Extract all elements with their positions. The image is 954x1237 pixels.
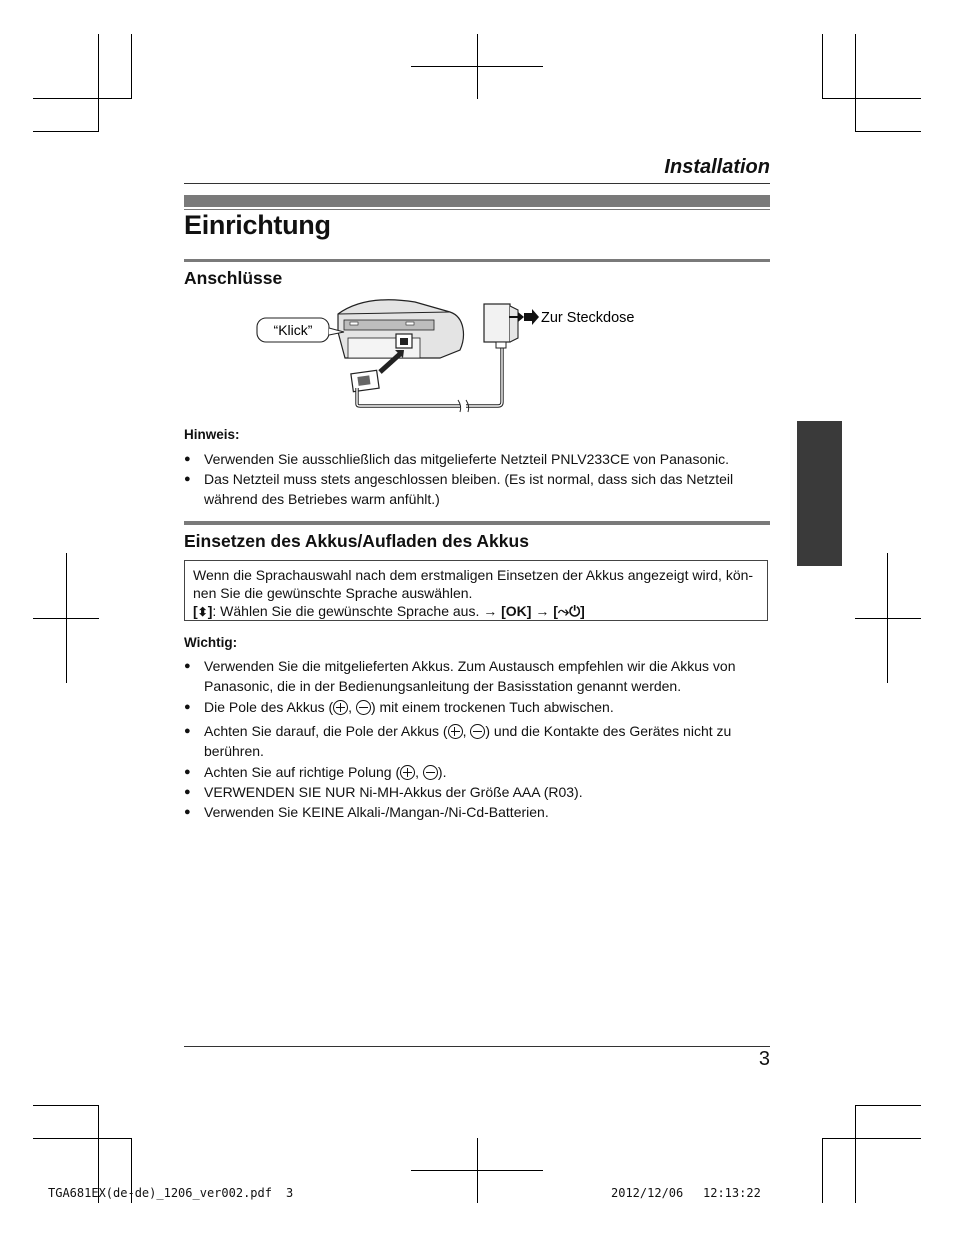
battery-heading: Einsetzen des Akkus/Aufladen des Akkus bbox=[184, 531, 529, 551]
footer-file-page: 3 bbox=[286, 1186, 294, 1200]
base-unit-drawing bbox=[338, 300, 463, 358]
click-callout-text: “Klick” bbox=[273, 322, 313, 338]
list-item: ● Achten Sie darauf, die Pole der Akkus ( , ) und die Kontakte des Gerätes nicht zu berühren. bbox=[184, 721, 770, 761]
minus-pole-icon bbox=[423, 765, 438, 780]
outlet-callout-text: Zur Steckdose bbox=[541, 310, 635, 326]
footer-rule bbox=[184, 1046, 770, 1047]
page-number: 3 bbox=[758, 1048, 770, 1070]
minus-pole-icon bbox=[356, 700, 371, 715]
header-rule bbox=[184, 183, 770, 184]
connections-heading: Anschlüsse bbox=[184, 268, 283, 288]
title-bar bbox=[184, 195, 770, 207]
list-item: ● Verwenden Sie ausschließlich das mitgelieferte Netzteil PNLV233CE von Panasonic. bbox=[184, 449, 770, 469]
plus-pole-icon bbox=[400, 765, 415, 780]
key-open: [ bbox=[193, 603, 198, 619]
important-list bbox=[184, 656, 770, 822]
info-key-line bbox=[193, 602, 759, 621]
plus-pole-icon bbox=[333, 700, 348, 715]
list-item: ● Verwenden Sie KEINE Alkali-/Mangan-/Ni-Cd-Batterien. bbox=[184, 802, 770, 822]
power-adapter-drawing bbox=[484, 304, 518, 348]
list-item: ● Das Netzteil muss stets angeschlossen bleiben. (Es ist normal, dass sich das Netzteil während des Betriebes warm anfühlt.) bbox=[184, 469, 770, 509]
list-item: ● Verwenden Sie die mitgelieferten Akkus. Zum Austausch empfehlen wir die Akkus von Panasonic, die in der Bedienungsanleitung der Basisstation genannt werden. bbox=[184, 656, 770, 696]
key-close: ] bbox=[207, 603, 213, 619]
connection-illustration bbox=[240, 292, 660, 414]
side-tab bbox=[797, 421, 842, 566]
language-info-box bbox=[184, 560, 768, 621]
up-down-arrows-icon: ⬍ bbox=[197, 605, 208, 619]
hint-list bbox=[184, 449, 770, 509]
info-text: Wenn die Sprachauswahl nach dem erstmaligen Einsetzen der Akkus angezeigt wird, kön-nen Sie die gewünschte Sprache auswählen. bbox=[193, 567, 754, 601]
section-header: Installation bbox=[664, 156, 770, 178]
footer-file: TGA681EX(de-de)_1206_ver002.pdf bbox=[48, 1186, 272, 1200]
minus-pole-icon bbox=[470, 724, 485, 739]
plus-pole-icon bbox=[448, 724, 463, 739]
list-item: ● Achten Sie auf richtige Polung ( , ). bbox=[184, 762, 770, 782]
list-item: ● Die Pole des Akkus ( , ) mit einem trockenen Tuch abwischen. bbox=[184, 697, 770, 717]
arrow-icon: → bbox=[535, 603, 550, 619]
click-callout bbox=[257, 318, 344, 342]
footer-time: 12:13:22 bbox=[703, 1186, 761, 1200]
footer-date: 2012/12/06 bbox=[611, 1186, 684, 1200]
page-title: Einrichtung bbox=[184, 210, 331, 240]
off-hook-power-key: [⤳⏻] bbox=[553, 603, 585, 619]
ok-key: [OK] bbox=[501, 603, 532, 619]
battery-rule bbox=[184, 521, 770, 525]
hint-label: Hinweis: bbox=[184, 427, 240, 442]
info-instruction: : Wählen Sie die gewünschte Sprache aus. bbox=[212, 603, 480, 619]
list-item: ● VERWENDEN SIE NUR Ni-MH-Akkus der Größe AAA (R03). bbox=[184, 782, 770, 802]
important-label: Wichtig: bbox=[184, 635, 238, 650]
arrow-icon: → bbox=[483, 603, 498, 619]
title-underline bbox=[184, 259, 770, 262]
dc-plug-drawing bbox=[351, 370, 379, 391]
